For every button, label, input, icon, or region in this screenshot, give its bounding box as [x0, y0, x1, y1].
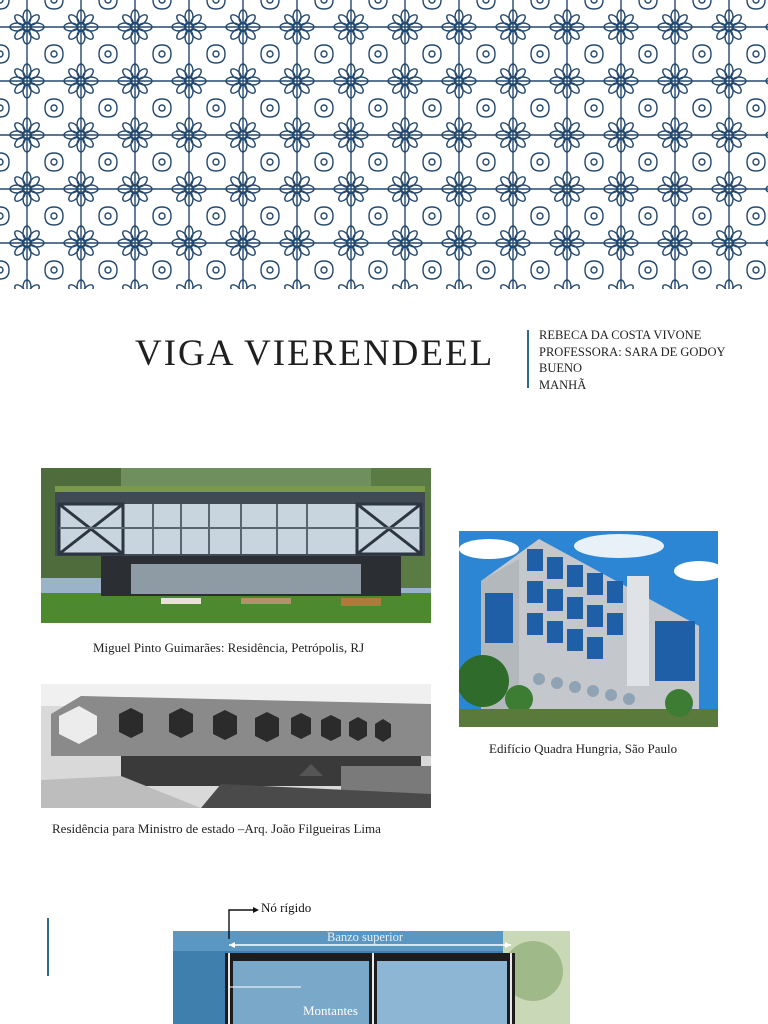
author-block	[539, 327, 759, 393]
posts-label: Montantes	[303, 1003, 358, 1018]
side-accent-line	[47, 918, 49, 976]
decorative-pattern-band	[0, 0, 768, 289]
node-label: Nó rígido	[261, 900, 312, 915]
title-divider	[527, 330, 529, 388]
photo-edificio-quadra-hungria	[459, 531, 718, 727]
node-arrow-icon	[226, 903, 260, 939]
teacher-line-1: PROFESSORA: SARA DE GODOY	[539, 344, 726, 359]
shift-label: MANHÃ	[539, 377, 587, 392]
page-title: VIGA VIERENDEEL	[135, 333, 495, 374]
teacher-line-2: BUENO	[539, 361, 583, 375]
top-chord-label: Banzo superior	[327, 930, 404, 944]
author-name: REBECA DA COSTA VIVONE	[539, 328, 702, 342]
figure-caption-3: Residência para Ministro de estado –Arq. João Filgueiras Lima	[52, 821, 381, 836]
photo-residencia-ministro	[41, 684, 431, 808]
photo-residencia-petropolis	[41, 468, 431, 623]
figure-caption-2: Edifício Quadra Hungria, São Paulo	[489, 741, 678, 756]
figure-caption-1: Miguel Pinto Guimarães: Residência, Petrópolis, RJ	[93, 640, 365, 655]
